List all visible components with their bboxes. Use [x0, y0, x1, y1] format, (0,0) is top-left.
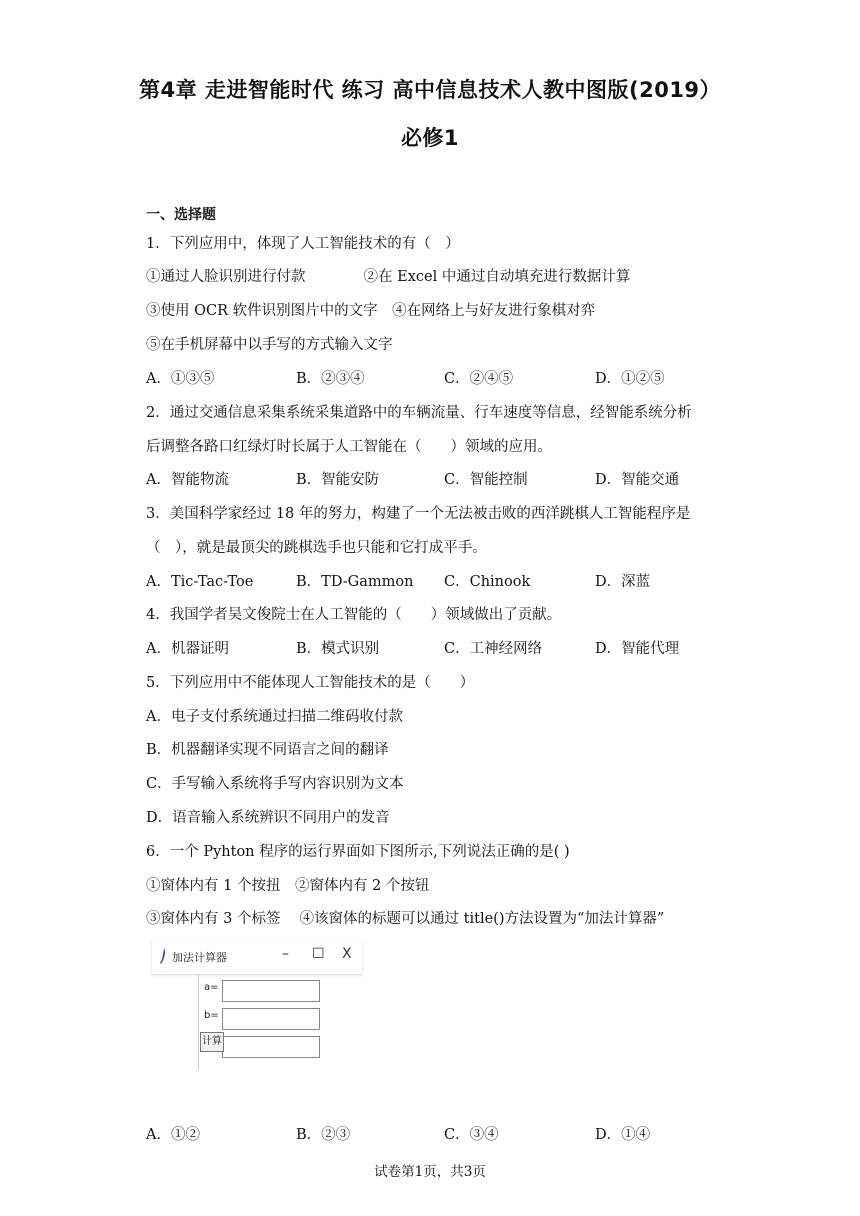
q2-option-b[interactable]: B．智能安防	[296, 472, 380, 488]
q4-stem: 4．我国学者吴文俊院士在人工智能的（ ）领域做出了贡献。	[146, 607, 562, 623]
q1-option-b[interactable]: B．②③④	[296, 371, 365, 387]
q5-option-b[interactable]: B．机器翻译实现不同语言之间的翻译	[146, 742, 389, 758]
maximize-icon[interactable]: ☐	[312, 946, 325, 962]
q1-stem: 1．下列应用中，体现了人工智能技术的有（ ）	[146, 236, 460, 252]
q1-statement: ①通过人脸识别进行付款 ②在 Excel 中通过自动填充进行数据计算	[146, 269, 631, 285]
q1-statement: ⑤在手机屏幕中以手写的方式输入文字	[146, 337, 393, 353]
minimize-icon[interactable]: –	[282, 946, 289, 962]
q1-option-a[interactable]: A．①③⑤	[146, 371, 215, 387]
q6-statement: ③窗体内有 3 个标签 ④该窗体的标题可以通过 title()方法设置为“加法计算器”	[146, 911, 665, 927]
q1-option-d[interactable]: D．①②⑤	[595, 371, 665, 387]
q4-option-a[interactable]: A．机器证明	[146, 641, 229, 657]
page-subtitle: 必修1	[400, 126, 460, 150]
close-icon[interactable]: X	[342, 946, 352, 962]
q6-option-b[interactable]: B．②③	[296, 1127, 351, 1143]
q6-option-c[interactable]: C．③④	[444, 1127, 499, 1143]
label-b: b=	[204, 1010, 219, 1021]
q2-stem: 后调整各路口红绿灯时长属于人工智能在（ ）领域的应用。	[146, 439, 552, 455]
q5-option-c[interactable]: C．手写输入系统将手写内容识别为文本	[146, 776, 404, 792]
calculate-button[interactable]: 计算	[200, 1032, 224, 1052]
q6-option-a[interactable]: A．①②	[146, 1127, 200, 1143]
window-titlebar	[152, 940, 362, 975]
entry-result[interactable]	[222, 1036, 320, 1058]
entry-b[interactable]	[222, 1008, 320, 1030]
q2-option-d[interactable]: D．智能交通	[595, 472, 680, 488]
section-heading: 一、选择题	[146, 207, 216, 223]
q6-statement: ①窗体内有 1 个按扭 ②窗体内有 2 个按钮	[146, 878, 430, 894]
window-frame-edge	[198, 974, 199, 1070]
label-a: a=	[204, 982, 219, 993]
calculator-window-figure	[152, 940, 362, 1080]
window-title: 加法计算器	[172, 951, 227, 964]
page-footer: 试卷第1页，共3页	[374, 1164, 486, 1180]
q6-option-d[interactable]: D．①④	[595, 1127, 651, 1143]
q3-stem: （ ），就是最顶尖的跳棋选手也只能和它打成平手。	[146, 540, 487, 556]
q1-option-c[interactable]: C．②④⑤	[444, 371, 514, 387]
q3-stem: 3．美国科学家经过 18 年的努力，构建了一个无法被击败的西洋跳棋人工智能程序是	[146, 506, 691, 522]
q3-option-b[interactable]: B．TD-Gammon	[296, 574, 414, 590]
feather-icon	[160, 948, 166, 964]
window-body	[152, 974, 362, 1080]
q6-stem: 6．一个 Pyhton 程序的运行界面如下图所示,下列说法正确的是( )	[146, 844, 570, 860]
q2-stem: 2．通过交通信息采集系统采集道路中的车辆流量、行车速度等信息，经智能系统分析	[146, 405, 692, 421]
q4-option-d[interactable]: D．智能代理	[595, 641, 680, 657]
q5-option-a[interactable]: A．电子支付系统通过扫描二维码收付款	[146, 709, 403, 725]
q3-option-d[interactable]: D．深蓝	[595, 574, 651, 590]
q3-option-c[interactable]: C．Chinook	[444, 574, 531, 590]
q2-option-a[interactable]: A．智能物流	[146, 472, 229, 488]
page-title: 第4章 走进智能时代 练习 高中信息技术人教中图版(2019）	[138, 78, 722, 102]
q3-option-a[interactable]: A．Tic-Tac-Toe	[146, 574, 254, 590]
q5-option-d[interactable]: D．语音输入系统辨识不同用户的发音	[146, 810, 390, 826]
q4-option-c[interactable]: C．工神经网络	[444, 641, 543, 657]
entry-a[interactable]	[222, 980, 320, 1002]
q1-statement: ③使用 OCR 软件识别图片中的文字 ④在网络上与好友进行象棋对弈	[146, 303, 596, 319]
q5-stem: 5．下列应用中不能体现人工智能技术的是（ ）	[146, 675, 475, 691]
q2-option-c[interactable]: C．智能控制	[444, 472, 528, 488]
q4-option-b[interactable]: B．模式识别	[296, 641, 380, 657]
